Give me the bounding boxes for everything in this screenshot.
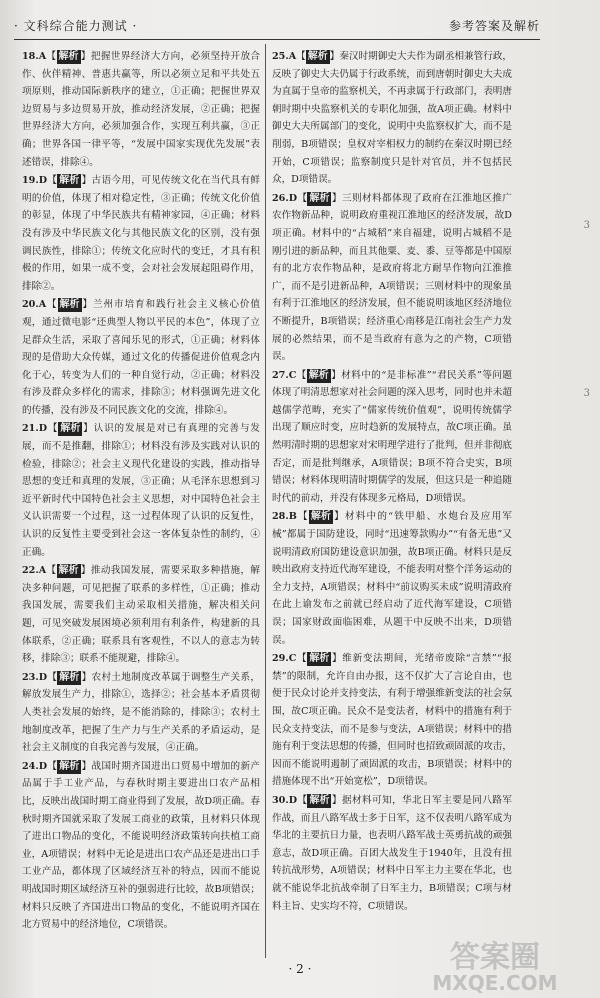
- answer-number: 23.D: [22, 671, 48, 683]
- page-number: · 2 ·: [288, 962, 312, 976]
- left-column: [22, 48, 260, 935]
- analysis-tag: 解析: [309, 192, 330, 204]
- answer-item: 22.A【 解析 】推动我国发展，需要采取多种措施，解决多种问题，可见把握了联系的多样性，①正确；推动我国发展，需要我们主动采取相关措施，解决相关问题，可见突破发展困境必须利用有利条件，构建新的具体联系，②正确；联系具有客观性，不以人的意志为转移，排除③；联系不能规避，排除④。: [22, 565, 261, 665]
- analysis-tag: 解析: [58, 565, 79, 577]
- answer-item: 28.B【 解析 】材料中的“铁甲船、水炮台及应用军械”都属于国防建设，同时“迅速筹款购办”“有备无患”又说明清政府国防建设意识加强，故B项正确。材料只是反映出政府支持近代海军建设，不能表明对整个洋务运动的全力支持，A项错误；材料中“前议购买未成”说明清政府在此上谕发布之前就已经启动了近代海军建设，C项错误；国家财政面临困难，从题干中反映不出来，D项错误。: [272, 511, 513, 646]
- answer-item: 23.D【 解析 】农村土地制度改革属于调整生产关系，解放发展生产力，排除①，选择②；社会基本矛盾贯彻人类社会发展的始终，是不能消除的，排除③；农村土地制度改革，把握了生产力与生产关系的矛盾运动，是社会主义制度的自我完善与发展，④正确。: [22, 671, 261, 754]
- answer-number: 30.D: [272, 794, 298, 806]
- answer-number: 21.D: [22, 423, 48, 435]
- watermark-text: 答案圈: [450, 940, 540, 975]
- header-rule: [14, 39, 540, 40]
- analysis-tag: 解析: [309, 653, 330, 665]
- answer-item: 26.D【 解析 】三则材料都体现了政府在江淮地区推广农作物新品种，说明政府重视江淮地区的经济发展，故D项正确。材料中的“占城稻”来自福建，说明占城稻不是刚引进的新品种，而且其他粟、麦、黍、豆等都是中国原有的北方农作物品种，是政府将北方耐旱作物向江淮推广，而不是引进新品种，A项错误；三则材料中的现象虽有利于江淮地区的经济发展，但不能说明该地区经济地位不断提升，B项错误；经济重心南移是江南社会生产力发展的必然结果，而不是当政府有意为之的产物，C项错误。: [272, 192, 513, 363]
- answer-item: 18.A【 解析 】把握世界经济大方向，必须坚持开放合作、伙伴精神、普惠共赢等，所以必须立足和平共处五项原则，推动国际新秩序的建立，①正确；把握世界双边贸易与多边贸易开放，推动经济发展，②正确；把握世界经济大方向，必须加强合作，实现互利共赢，③正确；世界各国一律平等，“发展中国家实现优先发展”表述错误，排除④。: [22, 51, 261, 168]
- analysis-tag: 解析: [59, 671, 80, 683]
- answer-item: 20.A【 解析 】兰州市培育和践行社会主义核心价值观，通过微电影“还典型人物以平民的本色”，体现了立足群众生活，采取了喜闻乐见的形式，①正确；材料体现的是借助大众传媒，通过文化的传播促进价值观念内化于心，转变为人们的一种自觉行动，②正确；材料没有涉及群众多样化的需求，排除③；材料强调先进文化的传播，没有涉及不同民族文化的交流，排除④。: [22, 299, 261, 416]
- answer-number: 29.C: [272, 653, 297, 665]
- answer-number: 18.A: [22, 51, 47, 62]
- analysis-tag: 解析: [308, 369, 329, 381]
- answer-item: 27.C【 解析 】材料中的“是非标准”“君民关系”等问题体现了明清思想家对社会问题的深入思考，同时也并未超越儒学范畴，充实了“儒家传统价值观”，说明传统儒学出现了顺应时变，应时趋新的发展特点，故C项正确。虽然明清时期的思想家对宋明理学进行了批判，但并非彻底否定，而是批判继承，A项错误；B项不符合史实，B项错误；材料体现明清时期儒学的发展，但这只是一种追随时代的前动，并没有体现多元格局，D项错误。: [272, 369, 513, 504]
- analysis-tag: 解析: [58, 51, 79, 62]
- answer-text: 农村土地制度改革属于调整生产关系，解放发展生产力，排除①，选择②；社会基本矛盾贯彻人类社会发展的始终，是不能消除的，排除③；农村土地制度改革，把握了生产力与生产关系的矛盾运动，是社会主义制度的自我完善与发展，④正确。: [22, 671, 261, 754]
- analysis-tag: 解析: [307, 51, 328, 62]
- answer-text: 维新变法期间，光绪帝废除“言禁”“报禁”的限制，允许自由办报，这不仅扩大了言论自由，也便于民众讨论并支持变法，有利于增强维新变法的社会氛围，故C项正确。民众不是变法者，材料中的措施有利于民众支持变法，而不是参与变法，A项错误；材料中的措施有利于变法思想的传播，但同时也招致顽固派的攻击，因而不能说明遏制了顽固派的攻击，B项错误；材料中的措施体现不出“开始宽松”，D项错误。: [272, 653, 513, 788]
- answer-text: 据材料可知，华北日军主要是同八路军作战，而且八路军战士多于日军，这不仅表明八路军成为华北的主要抗日力量，也表明八路军战士英勇抗战的顽强意志，故D项正确。百团大战发生于1940年，且没有扭转抗战形势，A项错误；材料中日军主力主要在华北，也就不能说华北抗战牵制了日军主力，B项错误；C项与材料主旨、史实均不符，C项错误。: [272, 794, 513, 912]
- answer-number: 26.D: [272, 192, 298, 204]
- answer-number: 19.D: [22, 175, 48, 187]
- answer-number: 25.A: [272, 51, 297, 62]
- answer-item: 24.D【 解析 】战国时期齐国进出口贸易中增加的新产品属于手工业产品，与春秋时期主要进出口农产品相比，反映出战国时期工商业得到了发展，故D项正确。春秋时期齐国就采取了发展工商业的政策，且材料只体现了进出口物品的变化，不能说明经济政策转向扶植工商业，A项错误；材料中无论是进出口农产品还是进出口手工业产品，都体现了区域经济互补的特点，因而不能说明战国时期区域经济互补的强弱进行比较，故B项错误；材料只反映了齐国进出口物品的变化，不能说明齐国在北方贸易中的经济地位，C项错误。: [22, 760, 261, 931]
- answer-item: 25.A【 解析 】秦汉时期御史大夫作为副丞相兼管行政，反映了御史大夫仍属于行政系统，而到唐朝时御史大夫成为直属于皇帝的监察机关，不再隶属于行政部门，表明唐朝时期中央监察机关的专职化加强，故A项正确。材料中御史大夫所属部门的变化，说明中央监察权扩大，而不是削弱，B项错误；皇权对宰相权力的制约在秦汉时期已经开始，C项错误；监察制度只是针对官员，并不包括民众，D项错误。: [272, 51, 513, 186]
- page-header: [14, 14, 540, 36]
- answer-text: 材料中的“是非标准”“君民关系”等问题体现了明清思想家对社会问题的深入思考，同时也并未超越儒学范畴，充实了“儒家传统价值观”，说明传统儒学出现了顺应时变，应时趋新的发展特点，故C项正确。虽然明清时期的思想家对宋明理学进行了批判，但并非彻底否定，而是批判继承，A项错误；B项不符合史实，B项错误；材料体现明清时期儒学的发展，但这只是一种追随时代的前动，并没有体现多元格局，D项错误。: [272, 369, 513, 504]
- answer-item: 30.D【 解析 】据材料可知，华北日军主要是同八路军作战，而且八路军战士多于日军，这不仅表明八路军成为华北的主要抗日力量，也表明八路军战士英勇抗战的顽强意志，故D项正确。百团大战发生于1940年，且没有扭转抗战形势，A项错误；材料中日军主力主要在华北，也就不能说华北抗战牵制了日军主力，B项错误；C项与材料主旨、史实均不符，C项错误。: [272, 794, 513, 912]
- right-column: [272, 48, 512, 916]
- analysis-tag: 解析: [59, 760, 80, 772]
- watermark-logo: [430, 940, 560, 995]
- answer-text: 兰州市培育和践行社会主义核心价值观，通过微电影“还典型人物以平民的本色”，体现了立足群众生活，采取了喜闻乐见的形式，①正确；材料体现的是借助大众传媒，通过文化的传播促进价值观念内化于心，转变为人们的一种自觉行动，②正确；材料没有涉及群众多样化的需求，排除③；材料强调先进文化的传播，没有涉及不同民族文化的交流，排除④。: [22, 299, 261, 416]
- answer-item: 21.D【 解析 】认识的发展是对已有真理的完善与发展，而不是推翻，排除①；材料没有涉及实践对认识的检验，排除②；社会主义现代化建设的实践，推动指导思想的变迁和真理的发展，③正确；从毛泽东思想到习近平新时代中国特色社会主义思想，对中国特色社会主义认识需要一个过程，这一过程体现了认识的反复性，认识的反复性主要受到社会这一客体复杂性的制约，④正确。: [22, 423, 261, 558]
- analysis-tag: 解析: [59, 299, 80, 311]
- answer-number: 20.A: [22, 299, 47, 311]
- answer-text: 三则材料都体现了政府在江淮地区推广农作物新品种，说明政府重视江淮地区的经济发展，故D项正确。材料中的“占城稻”来自福建，说明占城稻不是刚引进的新品种，而且其他粟、麦、黍、豆等都是中国原有的北方农作物品种，是政府将北方耐旱作物向江淮推广，而不是引进新品种，A项错误；三则材料中的现象虽有利于江淮地区的经济发展，但不能说明该地区经济地位不断提升，B项错误；经济重心南移是江南社会生产力发展的必然结果，而不是当政府有意为之的产物，C项错误。: [272, 192, 513, 363]
- margin-mark: 3: [583, 388, 590, 399]
- answer-number: 28.B: [272, 511, 297, 523]
- analysis-tag: 解析: [309, 794, 330, 806]
- analysis-tag: 解析: [59, 175, 80, 187]
- column-divider: [265, 44, 266, 958]
- answer-text: 秦汉时期御史大夫作为副丞相兼管行政，反映了御史大夫仍属于行政系统，而到唐朝时御史大夫成为直属于皇帝的监察机关，不再隶属于行政部门，表明唐朝时期中央监察机关的专职化加强，故A项正确。材料中御史大夫所属部门的变化，说明中央监察权扩大，而不是削弱，B项错误；皇权对宰相权力的制约在秦汉时期已经开始，C项错误；监察制度只是针对官员，并不包括民众，D项错误。: [272, 51, 513, 186]
- answer-text: 把握世界经济大方向，必须坚持开放合作、伙伴精神、普惠共赢等，所以必须立足和平共处五项原则，推动国际新秩序的建立，①正确；把握世界双边贸易与多边贸易开放，推动经济发展，②正确；把握世界经济大方向，必须加强合作，实现互利共赢，③正确；世界各国一律平等，“发展中国家实现优先发展”表述错误，排除④。: [22, 51, 261, 168]
- answer-text: 战国时期齐国进出口贸易中增加的新产品属于手工业产品，与春秋时期主要进出口农产品相比，反映出战国时期工商业得到了发展，故D项正确。春秋时期齐国就采取了发展工商业的政策，且材料只体现了进出口物品的变化，不能说明经济政策转向扶植工商业，A项错误；材料中无论是进出口农产品还是进出口手工业产品，都体现了区域经济互补的特点，因而不能说明战国时期区域经济互补的强弱进行比较，故B项错误；材料只反映了齐国进出口物品的变化，不能说明齐国在北方贸易中的经济地位，C项错误。: [22, 760, 261, 931]
- answer-number: 27.C: [272, 369, 297, 381]
- answer-text: 推动我国发展，需要采取多种措施，解决多种问题，可见把握了联系的多样性，①正确；推动我国发展，需要我们主动采取相关措施，解决相关问题，可见突破发展困境必须利用有利条件，构建新的具体联系，②正确；联系具有客观性，不以人的意志为转移，排除③；联系不能规避，排除④。: [22, 565, 261, 665]
- analysis-tag: 解析: [60, 423, 81, 435]
- answer-number: 24.D: [22, 760, 48, 772]
- answer-text: 材料中的“铁甲船、水炮台及应用军械”都属于国防建设，同时“迅速筹款购办”“有备无患”又说明清政府国防建设意识加强，故B项正确。材料只是反映出政府支持近代海军建设，不能表明对整个洋务运动的全力支持，A项错误；材料中“前议购买未成”说明清政府在此上谕发布之前就已经启动了近代海军建设，C项错误；国家财政面临困难，从题干中反映不出来，D项错误。: [272, 511, 513, 646]
- header-right-title: 参考答案及解析: [448, 18, 540, 33]
- margin-mark: 3: [583, 220, 590, 231]
- answer-item: 29.C【 解析 】维新变法期间，光绪帝废除“言禁”“报禁”的限制，允许自由办报，这不仅扩大了言论自由，也便于民众讨论并支持变法，有利于增强维新变法的社会氛围，故C项正确。民众不是变法者，材料中的措施有利于民众支持变法，而不是参与变法，A项错误；材料中的措施有利于变法思想的传播，但同时也招致顽固派的攻击，因而不能说明遏制了顽固派的攻击，B项错误；材料中的措施体现不出“开始宽松”，D项错误。: [272, 653, 513, 788]
- watermark-url: MXQE.COM: [432, 971, 558, 995]
- answer-number: 22.A: [22, 565, 47, 577]
- header-left-title: · 文科综合能力测试 ·: [14, 18, 138, 33]
- answer-text: 认识的发展是对已有真理的完善与发展，而不是推翻，排除①；材料没有涉及实践对认识的检验，排除②；社会主义现代化建设的实践，推动指导思想的变迁和真理的发展，③正确；从毛泽东思想到习近平新时代中国特色社会主义思想，对中国特色社会主义认识需要一个过程，这一过程体现了认识的反复性，认识的反复性主要受到社会这一客体复杂性的制约，④正确。: [22, 423, 261, 558]
- answer-text: 古语今用，可见传统文化在当代具有鲜明的价值，体现了相对稳定性，③正确；传统文化价值的彰显，体现了中华民族共有精神家园，④正确；材料没有涉及中华民族文化与其他民族文化的区别，没有强调民族性，排除①；传统文化应时代的变迁，才具有积极的作用，如果一成不变，会对社会发展起阻碍作用，排除②。: [22, 175, 261, 292]
- answer-item: 19.D【 解析 】古语今用，可见传统文化在当代具有鲜明的价值，体现了相对稳定性，③正确；传统文化价值的彰显，体现了中华民族共有精神家园，④正确；材料没有涉及中华民族文化与其他民族文化的区别，没有强调民族性，排除①；传统文化应时代的变迁，才具有积极的作用，如果一成不变，会对社会发展起阻碍作用，排除②。: [22, 175, 261, 292]
- analysis-tag: 解析: [310, 511, 331, 523]
